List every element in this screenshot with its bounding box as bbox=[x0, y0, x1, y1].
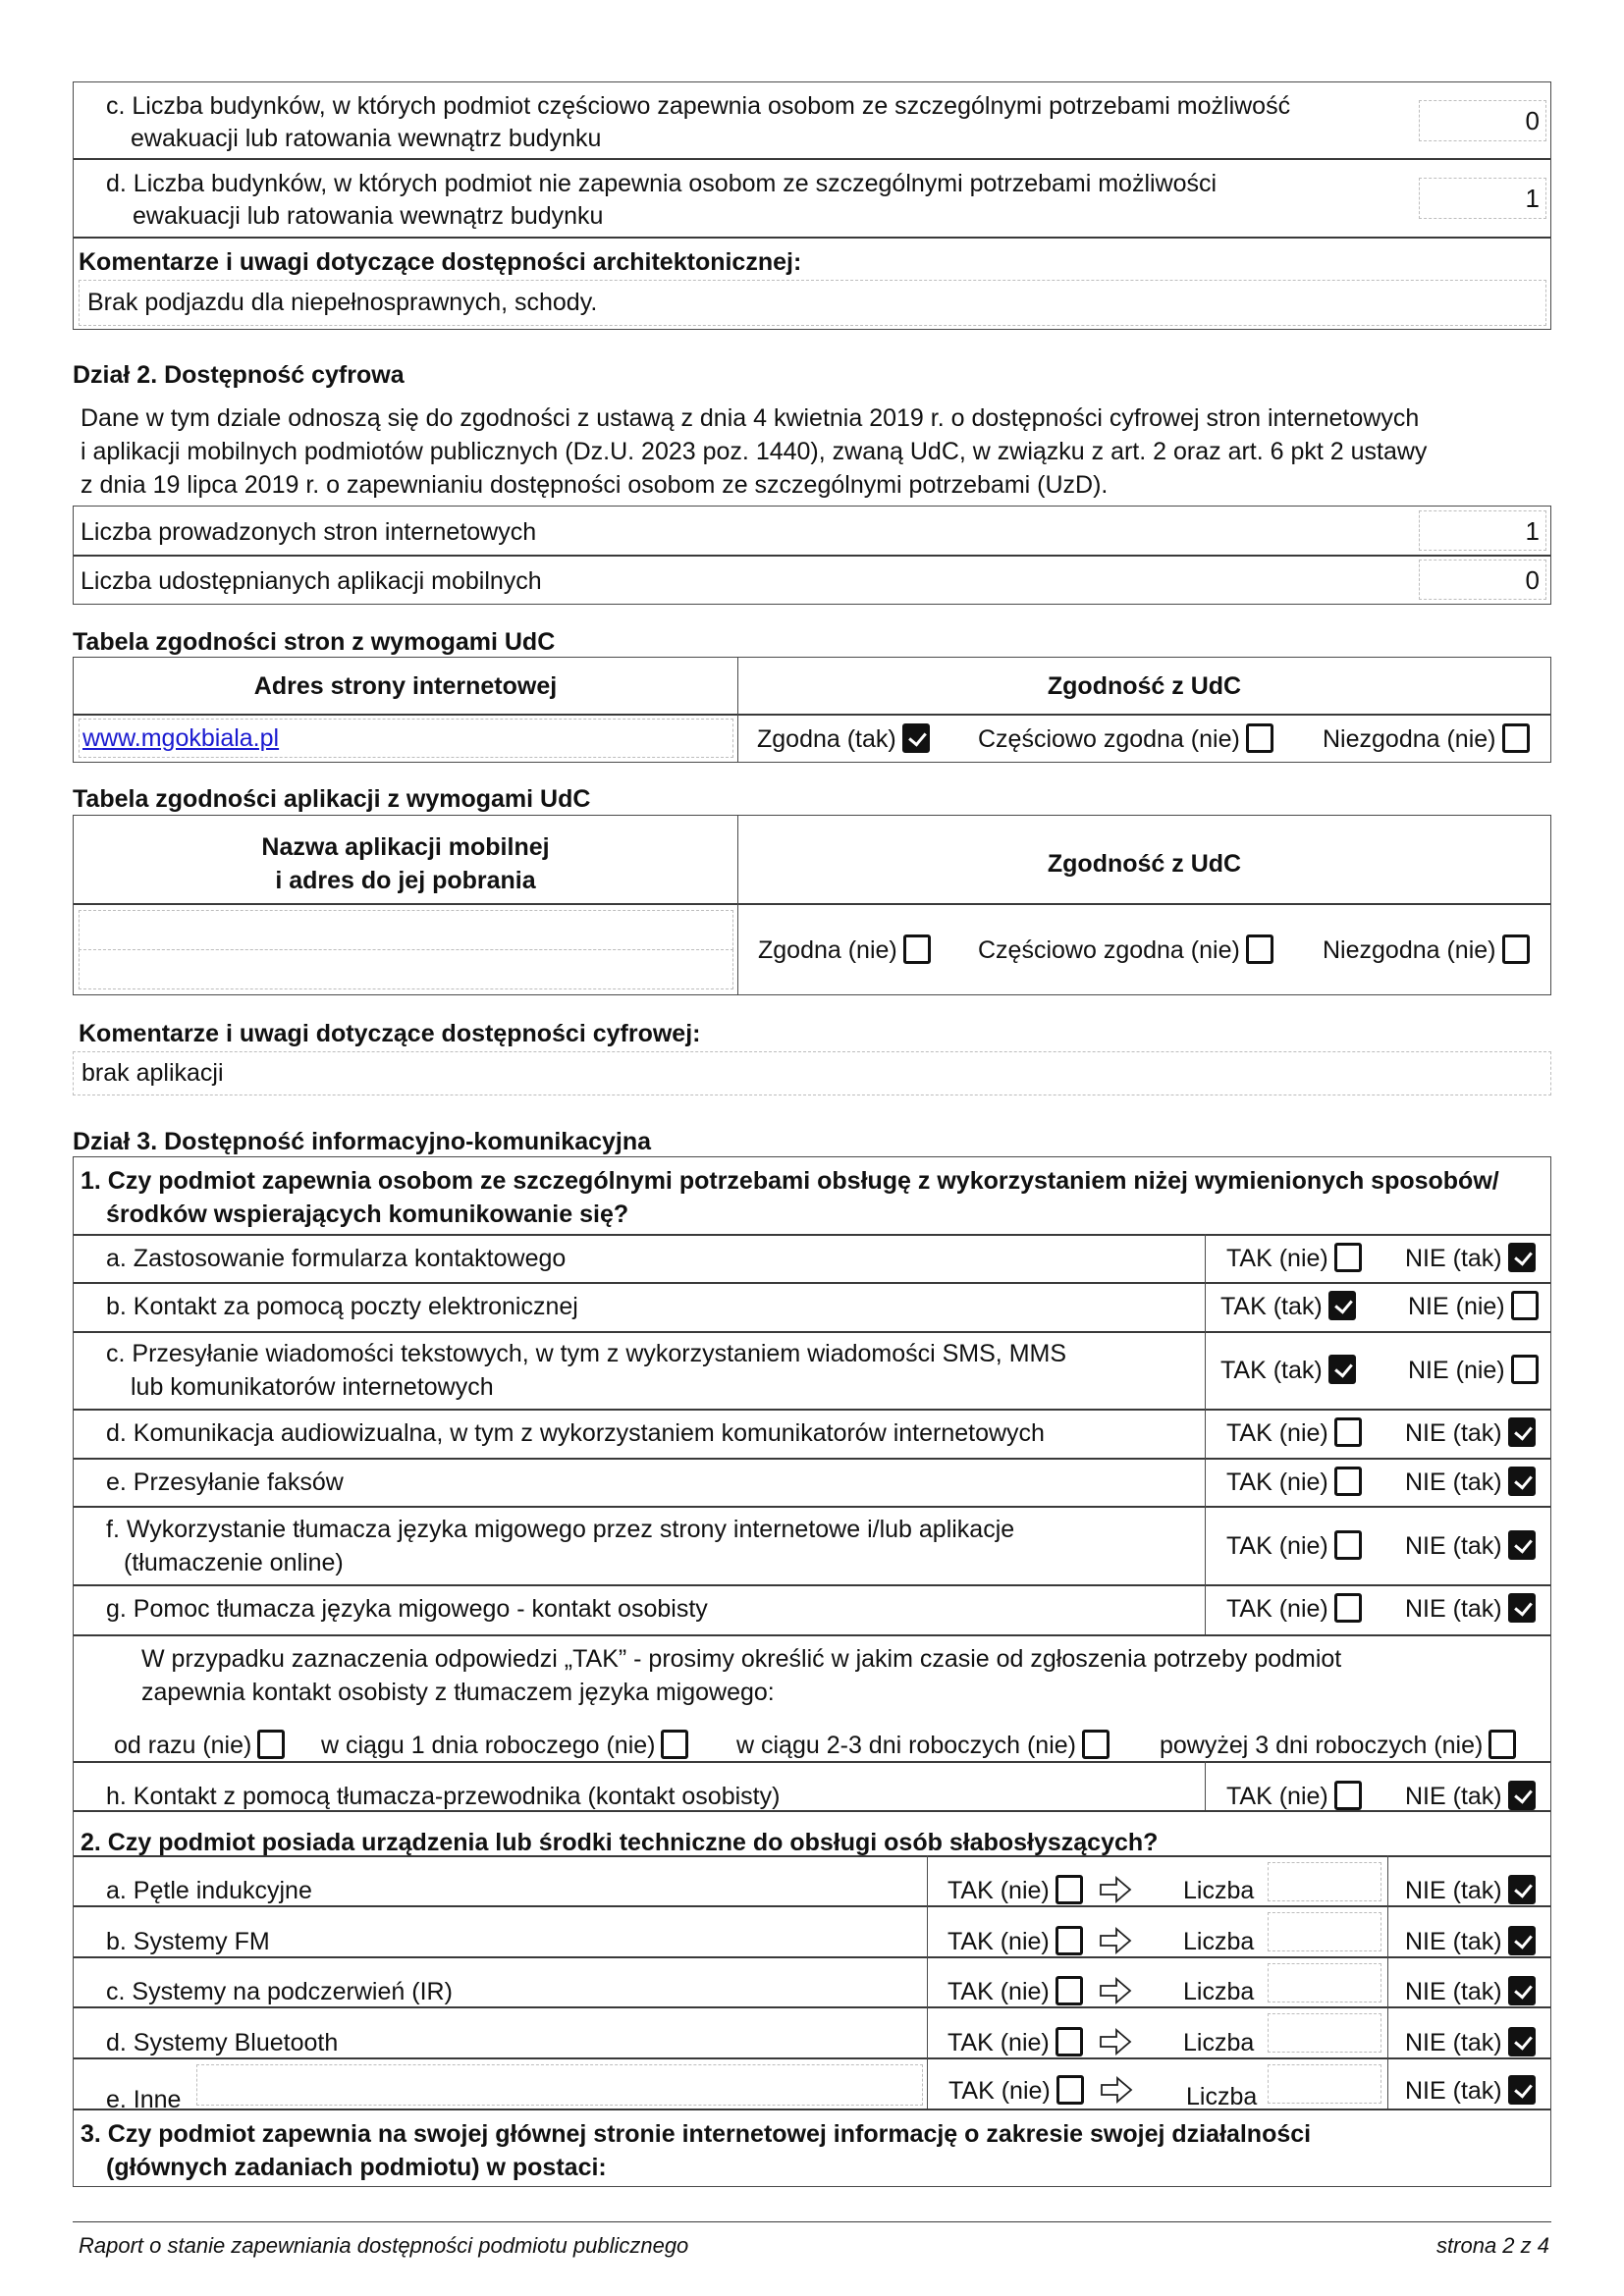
q1-item-d-nie[interactable] bbox=[1405, 1416, 1536, 1450]
column-divider bbox=[927, 1855, 928, 2109]
q1-line1: 1. Czy podmiot zapewnia osobom ze szczególnymi potrzebami obsługę z wykorzystaniem niżej wymienionych sposobów/ bbox=[81, 1167, 1499, 1195]
row-divider bbox=[74, 1409, 1550, 1411]
row-divider bbox=[74, 555, 1550, 557]
row-divider bbox=[74, 1506, 1550, 1508]
q1-item-f-tak[interactable] bbox=[1226, 1529, 1362, 1563]
tak-label: TAK (tak) bbox=[1220, 1357, 1323, 1384]
nie-label: NIE (tak) bbox=[1405, 1877, 1502, 1904]
checkbox-checked-icon[interactable] bbox=[1508, 2075, 1536, 2105]
row-divider bbox=[74, 237, 1550, 239]
q2-item-b-label: b. Systemy FM bbox=[106, 1928, 270, 1955]
checkbox-empty-icon[interactable] bbox=[1334, 1417, 1362, 1447]
q2-item-e-label: e. Inne bbox=[106, 2086, 182, 2113]
q1-item-g-tak[interactable] bbox=[1226, 1592, 1362, 1626]
tak-label: TAK (tak) bbox=[1220, 1293, 1323, 1320]
websites-count-field[interactable]: 1 bbox=[1419, 510, 1546, 551]
q2-item-a-count-label: Liczba bbox=[1183, 1877, 1255, 1904]
checkbox-checked-icon[interactable] bbox=[902, 723, 930, 753]
q3-line1: 3. Czy podmiot zapewnia na swojej głównej stronie internetowej informację o zakresie swojej działalności bbox=[81, 2120, 1312, 2148]
row-divider bbox=[74, 1234, 1550, 1236]
arch-comments-field[interactable] bbox=[79, 280, 1546, 326]
q1-item-g-nie[interactable] bbox=[1405, 1592, 1536, 1626]
q1-item-c-tak[interactable] bbox=[1220, 1354, 1356, 1387]
website-option-partial[interactable] bbox=[978, 722, 1273, 756]
checkbox-empty-icon[interactable] bbox=[1511, 1355, 1539, 1384]
q2-item-c-label: c. Systemy na podczerwień (IR) bbox=[106, 1978, 453, 2005]
website-address-field[interactable] bbox=[79, 719, 733, 758]
tak-label: TAK (nie) bbox=[1226, 1419, 1328, 1447]
checkbox-checked-icon[interactable] bbox=[1508, 1530, 1536, 1560]
nie-label: NIE (tak) bbox=[1405, 1595, 1502, 1623]
q1-item-d-tak[interactable] bbox=[1226, 1416, 1362, 1450]
row-c-label-line1: c. Liczba budynków, w których podmiot częściowo zapewnia osobom ze szczególnymi potrzebami możliwość bbox=[106, 92, 1291, 120]
q1-item-b-nie[interactable] bbox=[1408, 1290, 1539, 1323]
checkbox-empty-icon[interactable] bbox=[1246, 723, 1273, 753]
option-label: w ciągu 2-3 dni roboczych (nie) bbox=[736, 1732, 1076, 1759]
q1-item-g-label: g. Pomoc tłumacza języka migowego - kontakt osobisty bbox=[106, 1595, 708, 1623]
header-divider bbox=[74, 714, 1550, 716]
nie-label: NIE (tak) bbox=[1405, 1468, 1502, 1496]
websites-table-title: Tabela zgodności stron z wymogami UdC bbox=[73, 628, 556, 656]
option-label: Zgodna (nie) bbox=[758, 936, 897, 964]
q2-item-b-count-label: Liczba bbox=[1183, 1928, 1255, 1955]
app-option-noncompliant[interactable] bbox=[1323, 934, 1530, 967]
nie-label: NIE (tak) bbox=[1405, 1783, 1502, 1810]
footer-divider bbox=[73, 2221, 1551, 2222]
q2-item-e-nie[interactable] bbox=[1405, 2074, 1536, 2108]
arrow-right-icon bbox=[1099, 1977, 1132, 2004]
q2-item-a-label: a. Pętle indukcyjne bbox=[106, 1877, 312, 1904]
row-c-label-line2: ewakuacji lub ratowania wewnątrz budynku bbox=[131, 125, 602, 152]
arrow-right-icon bbox=[1100, 2076, 1133, 2104]
checkbox-checked-icon[interactable] bbox=[1328, 1355, 1356, 1384]
nie-label: NIE (tak) bbox=[1405, 1928, 1502, 1955]
digital-comments-field[interactable] bbox=[73, 1051, 1551, 1095]
checkbox-empty-icon[interactable] bbox=[1334, 1467, 1362, 1496]
q2-item-b-tak[interactable] bbox=[947, 1925, 1132, 1958]
arrow-right-icon bbox=[1099, 2028, 1132, 2056]
option-label: Częściowo zgodna (nie) bbox=[978, 936, 1240, 964]
row-divider bbox=[74, 1458, 1550, 1460]
checkbox-checked-icon[interactable] bbox=[1508, 1417, 1536, 1447]
q1-item-e-tak[interactable] bbox=[1226, 1466, 1362, 1499]
tak-label: TAK (nie) bbox=[1226, 1595, 1328, 1623]
checkbox-checked-icon[interactable] bbox=[1508, 1593, 1536, 1623]
digital-comments-value: brak aplikacji bbox=[81, 1059, 224, 1087]
app-name-field[interactable] bbox=[79, 910, 733, 950]
q1-item-a-nie[interactable] bbox=[1405, 1242, 1536, 1275]
checkbox-checked-icon[interactable] bbox=[1508, 1976, 1536, 2005]
checkbox-empty-icon[interactable] bbox=[1082, 1730, 1110, 1759]
q2-item-c-tak[interactable] bbox=[947, 1975, 1132, 2008]
q1-item-c-label-line1: c. Przesyłanie wiadomości tekstowych, w tym z wykorzystaniem wiadomości SMS, MMS bbox=[106, 1340, 1067, 1367]
q2-item-e-count-label: Liczba bbox=[1186, 2083, 1258, 2110]
apps-table-title: Tabela zgodności aplikacji z wymogami UdC bbox=[73, 785, 591, 813]
row-c-value-field[interactable]: 0 bbox=[1419, 100, 1546, 141]
column-divider bbox=[1387, 1855, 1388, 2109]
checkbox-empty-icon[interactable] bbox=[1056, 1926, 1083, 1955]
q2-item-d-label: d. Systemy Bluetooth bbox=[106, 2029, 339, 2056]
q2-item-a-count-field[interactable] bbox=[1268, 1862, 1381, 1901]
q2-item-b-count-field[interactable] bbox=[1268, 1912, 1381, 1951]
arch-comments-label: Komentarze i uwagi dotyczące dostępności architektonicznej: bbox=[79, 248, 802, 276]
row-divider bbox=[74, 1282, 1550, 1284]
tak-label: TAK (nie) bbox=[948, 2077, 1051, 2105]
q3-line2: (głównych zadaniach podmiotu) w postaci: bbox=[106, 2154, 607, 2181]
q1-item-b-label: b. Kontakt za pomocą poczty elektronicznej bbox=[106, 1293, 578, 1320]
q1-item-d-label: d. Komunikacja audiowizualna, w tym z wykorzystaniem komunikatorów internetowych bbox=[106, 1419, 1045, 1447]
q1-item-c-nie[interactable] bbox=[1408, 1354, 1539, 1387]
nie-label: NIE (tak) bbox=[1405, 2077, 1502, 2105]
section2-title: Dział 2. Dostępność cyfrowa bbox=[73, 361, 405, 389]
section2-intro-line2: i aplikacji mobilnych podmiotów publicznych (Dz.U. 2023 poz. 1440), zwaną UdC, w związku z art. 2 oraz art. 6 pkt 2 ustawy bbox=[81, 438, 1428, 465]
checkbox-empty-icon[interactable] bbox=[1056, 1976, 1083, 2005]
footer-page-number: strona 2 z 4 bbox=[1436, 2233, 1549, 2258]
option-label: od razu (nie) bbox=[114, 1732, 252, 1759]
q1-item-f-label-line1: f. Wykorzystanie tłumacza języka migowego przez strony internetowe i/lub aplikacje bbox=[106, 1516, 1015, 1543]
g-note-line2: zapewnia kontakt osobisty z tłumaczem języka migowego: bbox=[141, 1679, 775, 1706]
column-divider bbox=[1205, 1761, 1206, 1810]
q2-item-a-nie[interactable] bbox=[1405, 1874, 1536, 1907]
option-label: powyżej 3 dni roboczych (nie) bbox=[1160, 1732, 1484, 1759]
websites-col2-header: Zgodność z UdC bbox=[1047, 672, 1242, 700]
q2-item-e-other-field[interactable] bbox=[196, 2064, 923, 2106]
q2-item-c-nie[interactable] bbox=[1405, 1975, 1536, 2008]
app-option-partial[interactable] bbox=[978, 934, 1273, 967]
checkbox-empty-icon[interactable] bbox=[1246, 934, 1273, 964]
nie-label: NIE (tak) bbox=[1405, 1978, 1502, 2005]
q1-item-h-label: h. Kontakt z pomocą tłumacza-przewodnika (kontakt osobisty) bbox=[106, 1783, 781, 1810]
header-divider bbox=[74, 903, 1550, 905]
row-d-label-line2: ewakuacji lub ratowania wewnątrz budynku bbox=[133, 202, 604, 230]
q1-item-a-tak[interactable] bbox=[1226, 1242, 1362, 1275]
option-label: w ciągu 1 dnia roboczego (nie) bbox=[321, 1732, 656, 1759]
option-label: Niezgodna (nie) bbox=[1323, 725, 1496, 753]
nie-label: NIE (tak) bbox=[1405, 2029, 1502, 2056]
nie-label: NIE (nie) bbox=[1408, 1357, 1505, 1384]
row-divider bbox=[74, 1584, 1550, 1586]
checkbox-empty-icon[interactable] bbox=[1502, 934, 1530, 964]
checkbox-empty-icon[interactable] bbox=[1334, 1243, 1362, 1272]
q2-item-c-count-field[interactable] bbox=[1268, 1963, 1381, 2002]
website-address-link[interactable]: www.mgokbiala.pl bbox=[82, 724, 280, 752]
checkbox-empty-icon[interactable] bbox=[1489, 1730, 1516, 1759]
apps-count-label: Liczba udostępnianych aplikacji mobilnych bbox=[81, 567, 542, 595]
tak-label: TAK (nie) bbox=[1226, 1468, 1328, 1496]
section2-intro-line1: Dane w tym dziale odnoszą się do zgodności z ustawą z dnia 4 kwietnia 2019 r. o dostępności cyfrowej stron internetowych bbox=[81, 404, 1420, 432]
q2-item-d-nie[interactable] bbox=[1405, 2026, 1536, 2059]
q1-item-f-label-line2: (tłumaczenie online) bbox=[124, 1549, 344, 1576]
q2-item-b-nie[interactable] bbox=[1405, 1925, 1536, 1958]
apps-count-field[interactable]: 0 bbox=[1419, 560, 1546, 600]
app-url-field[interactable] bbox=[79, 949, 733, 989]
checkbox-checked-icon[interactable] bbox=[1508, 1467, 1536, 1496]
checkbox-checked-icon[interactable] bbox=[1508, 1926, 1536, 1955]
q2-item-d-count-label: Liczba bbox=[1183, 2029, 1255, 2056]
checkbox-empty-icon[interactable] bbox=[1056, 1875, 1083, 1904]
tak-label: TAK (nie) bbox=[1226, 1532, 1328, 1560]
q2-title: 2. Czy podmiot posiada urządzenia lub środki techniczne do obsługi osób słabosłyszących? bbox=[81, 1829, 1159, 1856]
q2-item-d-count-field[interactable] bbox=[1268, 2013, 1381, 2053]
q2-item-c-count-label: Liczba bbox=[1183, 1978, 1255, 2005]
section2-intro-line3: z dnia 19 lipca 2019 r. o zapewnianiu dostępności osobom ze szczególnymi potrzebami (UzD). bbox=[81, 471, 1109, 499]
g-note-line1: W przypadku zaznaczenia odpowiedzi „TAK” - prosimy określić w jakim czasie od zgłoszenia potrzeby podmiot bbox=[141, 1645, 1342, 1673]
nie-label: NIE (nie) bbox=[1408, 1293, 1505, 1320]
websites-count-label: Liczba prowadzonych stron internetowych bbox=[81, 518, 537, 546]
nie-label: NIE (tak) bbox=[1405, 1532, 1502, 1560]
q2-item-e-tak[interactable] bbox=[948, 2074, 1133, 2108]
tak-label: TAK (nie) bbox=[947, 1928, 1050, 1955]
option-label: Niezgodna (nie) bbox=[1323, 936, 1496, 964]
checkbox-empty-icon[interactable] bbox=[661, 1730, 688, 1759]
checkbox-empty-icon[interactable] bbox=[257, 1730, 285, 1759]
column-divider bbox=[737, 815, 738, 995]
option-label: Częściowo zgodna (nie) bbox=[978, 725, 1240, 753]
arrow-right-icon bbox=[1099, 1876, 1132, 1903]
tak-label: TAK (nie) bbox=[947, 2029, 1050, 2056]
checkbox-empty-icon[interactable] bbox=[1502, 723, 1530, 753]
tak-label: TAK (nie) bbox=[947, 1877, 1050, 1904]
q2-item-a-tak[interactable] bbox=[947, 1874, 1132, 1907]
q1-item-h-nie[interactable] bbox=[1405, 1780, 1536, 1813]
q2-item-e-count-field[interactable] bbox=[1268, 2064, 1381, 2104]
checkbox-empty-icon[interactable] bbox=[903, 934, 931, 964]
row-divider bbox=[74, 158, 1550, 160]
row-d-value-field[interactable]: 1 bbox=[1419, 178, 1546, 219]
q1-item-b-tak[interactable] bbox=[1220, 1290, 1356, 1323]
websites-col1-header: Adres strony internetowej bbox=[253, 672, 558, 700]
q1-line2: środków wspierających komunikowanie się? bbox=[106, 1201, 629, 1228]
nie-label: NIE (tak) bbox=[1405, 1245, 1502, 1272]
app-option-compliant[interactable] bbox=[758, 934, 931, 967]
nie-label: NIE (tak) bbox=[1405, 1419, 1502, 1447]
website-option-compliant[interactable] bbox=[757, 722, 930, 756]
tak-label: TAK (nie) bbox=[1226, 1245, 1328, 1272]
column-divider bbox=[1205, 1234, 1206, 1634]
digital-comments-label: Komentarze i uwagi dotyczące dostępności cyfrowej: bbox=[79, 1020, 701, 1047]
checkbox-empty-icon[interactable] bbox=[1056, 2075, 1084, 2105]
checkbox-checked-icon[interactable] bbox=[1508, 1781, 1536, 1810]
q2-item-d-tak[interactable] bbox=[947, 2026, 1132, 2059]
row-divider bbox=[74, 1331, 1550, 1333]
g-option-1-day[interactable] bbox=[321, 1729, 688, 1762]
arrow-right-icon bbox=[1099, 1927, 1132, 1954]
checkbox-empty-icon[interactable] bbox=[1334, 1781, 1362, 1810]
q1-item-c-label-line2: lub komunikatorów internetowych bbox=[131, 1373, 494, 1401]
q1-item-a-label: a. Zastosowanie formularza kontaktowego bbox=[106, 1245, 567, 1272]
website-option-noncompliant[interactable] bbox=[1323, 722, 1530, 756]
section3-title: Dział 3. Dostępność informacyjno-komunikacyjna bbox=[73, 1128, 652, 1155]
tak-label: TAK (nie) bbox=[947, 1978, 1050, 2005]
checkbox-checked-icon[interactable] bbox=[1508, 1875, 1536, 1904]
footer-report-title: Raport o stanie zapewniania dostępności podmiotu publicznego bbox=[79, 2233, 689, 2258]
q1-item-e-nie[interactable] bbox=[1405, 1466, 1536, 1499]
row-divider bbox=[74, 1956, 1550, 1958]
q1-item-f-nie[interactable] bbox=[1405, 1529, 1536, 1563]
apps-col1-header-line2: i adres do jej pobrania bbox=[275, 867, 536, 894]
arch-comments-value: Brak podjazdu dla niepełnosprawnych, schody. bbox=[87, 289, 598, 316]
checkbox-empty-icon[interactable] bbox=[1511, 1291, 1539, 1320]
q1-item-e-label: e. Przesyłanie faksów bbox=[106, 1468, 344, 1496]
tak-label: TAK (nie) bbox=[1226, 1783, 1328, 1810]
g-option-immediately[interactable] bbox=[114, 1729, 285, 1762]
checkbox-empty-icon[interactable] bbox=[1334, 1593, 1362, 1623]
checkbox-checked-icon[interactable] bbox=[1508, 1243, 1536, 1272]
q1-item-h-tak[interactable] bbox=[1226, 1780, 1362, 1813]
option-label: Zgodna (tak) bbox=[757, 725, 896, 753]
checkbox-checked-icon[interactable] bbox=[1328, 1291, 1356, 1320]
g-option-over-3-days[interactable] bbox=[1160, 1729, 1516, 1762]
checkbox-checked-icon[interactable] bbox=[1508, 2027, 1536, 2056]
checkbox-empty-icon[interactable] bbox=[1334, 1530, 1362, 1560]
apps-col1-header-line1: Nazwa aplikacji mobilnej bbox=[261, 833, 550, 861]
row-divider bbox=[74, 2109, 1550, 2110]
g-option-2-3-days[interactable] bbox=[736, 1729, 1110, 1762]
apps-col2-header: Zgodność z UdC bbox=[1047, 850, 1242, 878]
checkbox-empty-icon[interactable] bbox=[1056, 2027, 1083, 2056]
row-d-label-line1: d. Liczba budynków, w których podmiot nie zapewnia osobom ze szczególnymi potrzebami możliwości bbox=[106, 170, 1218, 197]
row-divider bbox=[74, 1634, 1550, 1636]
